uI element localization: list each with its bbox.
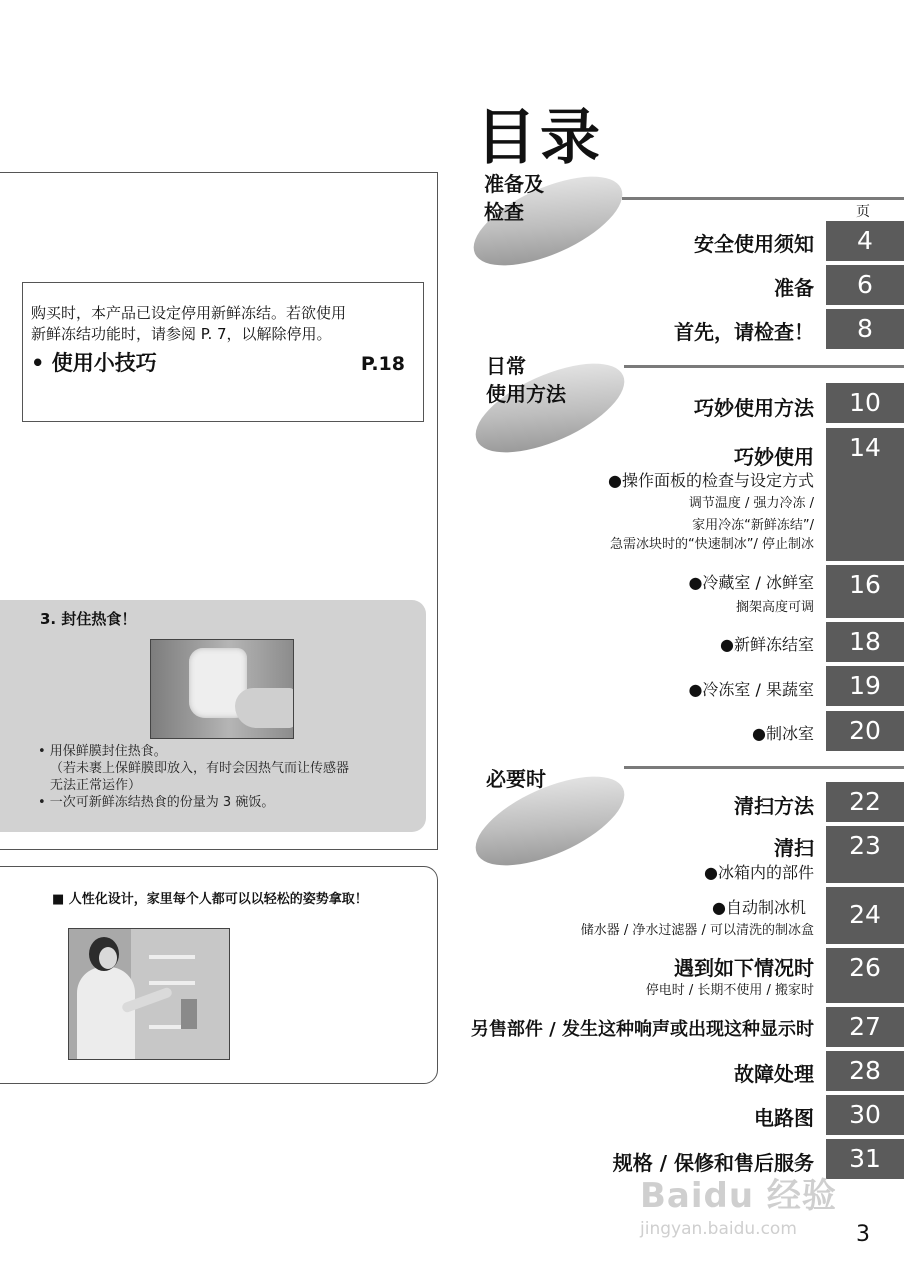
notice-line-1: 购买时，本产品已设定停用新鲜冻结。若欲使用 — [31, 304, 347, 322]
section-divider-needed — [624, 766, 904, 769]
notice-line-2: 新鲜冻结功能时，请参阅 P. 7，以解除停用。 — [31, 325, 332, 343]
person-shape — [77, 967, 135, 1060]
toc-sub-control-panel[interactable]: ●操作面板的检查与设定方式 — [608, 471, 814, 490]
toc-entry-troubleshooting[interactable]: 故障处理 — [734, 1062, 814, 1086]
watermark-url: jingyan.baidu.com — [640, 1219, 797, 1239]
tips-page-ref: P.18 — [360, 353, 405, 375]
toc-small-ice-parts: 储水器 / 净水过滤器 / 可以清洗的制冰盒 — [580, 923, 814, 938]
page-box-16[interactable]: 16 — [826, 565, 904, 618]
page-box-20[interactable]: 20 — [826, 711, 904, 751]
fridge-shelf-shape — [149, 981, 195, 985]
toc-small-temp: 调节温度 / 强力冷冻 / — [688, 496, 814, 511]
page-box-19[interactable]: 19 — [826, 666, 904, 706]
page-box-26[interactable]: 26 — [826, 948, 904, 1003]
toc-entry-situations[interactable]: 遇到如下情况时 — [674, 956, 814, 980]
toc-sub-freezer-veg[interactable]: ●冷冻室 / 果蔬室 — [688, 680, 814, 699]
wrapped-food-photo — [150, 639, 294, 739]
toc-entry-cleaning-method[interactable]: 清扫方法 — [734, 794, 814, 818]
face-shape — [99, 947, 117, 969]
section-divider-daily — [624, 365, 904, 368]
toc-entry-smart-use[interactable]: 巧妙使用 — [734, 445, 814, 469]
toc-entry-prepare[interactable]: 准备 — [774, 276, 814, 300]
toc-small-shelf: 搁架高度可调 — [735, 600, 814, 615]
fridge-shelf-shape — [149, 955, 195, 959]
page-box-24[interactable]: 24 — [826, 887, 904, 944]
page-box-6[interactable]: 6 — [826, 265, 904, 305]
watermark-logo: Baidu 经验 — [640, 1176, 837, 1216]
toc-small-situations: 停电时 / 长期不使用 / 搬家时 — [645, 983, 814, 998]
toc-small-quick-ice: 急需冰块时的“快速制冰”/ 停止制冰 — [610, 537, 814, 552]
notice-box — [22, 282, 424, 422]
toc-entry-circuit[interactable]: 电路图 — [754, 1106, 814, 1130]
toc-entry-smart-methods[interactable]: 巧妙使用方法 — [694, 396, 814, 420]
toc-entry-parts-sounds[interactable]: 另售部件 / 发生这种响声或出现这种显示时 — [470, 1019, 814, 1040]
tips-label: • 使用小技巧 — [31, 351, 157, 375]
toc-sub-fridge-room[interactable]: ●冷藏室 / 冰鲜室 — [688, 573, 814, 592]
toc-sub-ice-room[interactable]: ●制冰室 — [752, 724, 814, 743]
page-box-31[interactable]: 31 — [826, 1139, 904, 1179]
bottle-shape — [181, 999, 197, 1029]
toc-small-home-freeze: 家用冷冻“新鲜冻结”/ — [692, 518, 814, 533]
baidu-watermark — [640, 1168, 850, 1239]
page-box-23[interactable]: 23 — [826, 826, 904, 883]
page-box-14[interactable]: 14 — [826, 428, 904, 561]
page-box-18[interactable]: 18 — [826, 622, 904, 662]
bullet-1-note-2: 无法正常运作） — [50, 778, 142, 793]
toc-sub-inner-parts[interactable]: ●冰箱内的部件 — [704, 863, 814, 882]
page-box-27[interactable]: 27 — [826, 1007, 904, 1047]
bullet-1-note-1: （若未裹上保鲜膜即放入，有时会因热气而让传感器 — [50, 761, 350, 776]
bullet-2: • 一次可新鲜冻结热食的份量为 3 碗饭。 — [38, 795, 275, 810]
toc-sub-auto-ice[interactable]: ●自动制冰机 — [712, 898, 806, 917]
page-box-10[interactable]: 10 — [826, 383, 904, 423]
page-number: 3 — [856, 1222, 870, 1247]
page-box-30[interactable]: 30 — [826, 1095, 904, 1135]
hand-shape — [235, 688, 294, 728]
toc-sub-fresh-freeze[interactable]: ●新鲜冻结室 — [720, 635, 814, 654]
page-box-22[interactable]: 22 — [826, 782, 904, 822]
bullet-1: • 用保鲜膜封住热食。 — [38, 744, 167, 759]
hot-food-bullets — [38, 743, 349, 811]
page-box-8[interactable]: 8 — [826, 309, 904, 349]
toc-entry-specs-warranty[interactable]: 规格 / 保修和售后服务 — [612, 1151, 814, 1175]
toc-entry-check-first[interactable]: 首先，请检查！ — [674, 320, 814, 344]
section-label-needed: 必要时 — [486, 767, 546, 791]
toc-entry-cleaning[interactable]: 清扫 — [774, 836, 814, 860]
toc-title: 目录 — [476, 103, 604, 173]
section-label-prep: 准备及 检查 — [484, 172, 544, 224]
tips-row — [31, 347, 413, 377]
page-column-header: 页 — [856, 204, 870, 220]
page-box-28[interactable]: 28 — [826, 1051, 904, 1091]
section-divider-prep — [622, 197, 904, 200]
section-label-daily: 日常 使用方法 — [486, 354, 566, 406]
toc-entry-safety[interactable]: 安全使用须知 — [694, 232, 814, 256]
step-title: 3. 封住热食！ — [40, 610, 137, 628]
page-box-4[interactable]: 4 — [826, 221, 904, 261]
design-caption: ■ 人性化设计，家里每个人都可以以轻松的姿势拿取！ — [52, 892, 368, 907]
woman-fridge-photo — [68, 928, 230, 1060]
